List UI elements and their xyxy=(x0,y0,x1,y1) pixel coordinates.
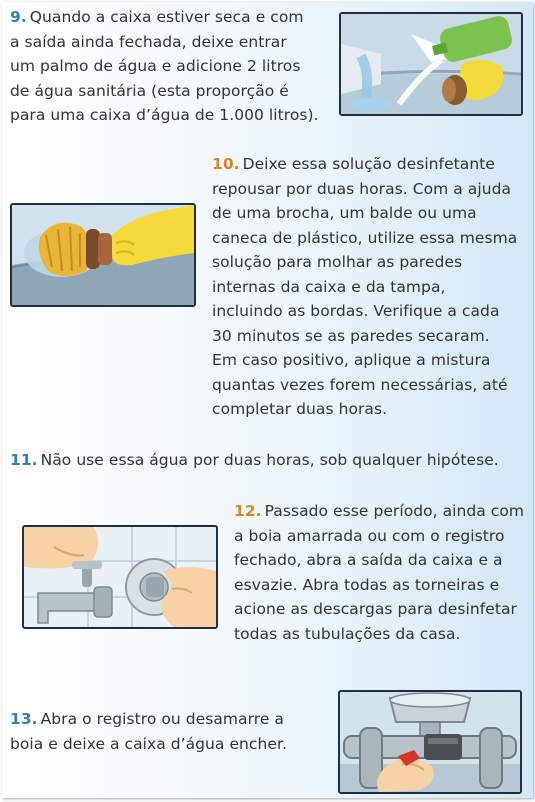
step-number: 12. xyxy=(234,502,262,520)
step-11 xyxy=(10,448,499,473)
step-number: 11. xyxy=(10,451,38,469)
instruction-page xyxy=(2,2,533,798)
step-line: acione as descargas para desinfetar xyxy=(234,600,517,618)
step-line: fechado, abra a saída da caixa e a xyxy=(234,551,503,569)
valve-hand-illustration xyxy=(338,690,522,794)
step-number: 10. xyxy=(212,155,240,173)
step-line: 10. Deixe essa solução desinfetante xyxy=(212,155,495,173)
step-line: completar duas horas. xyxy=(212,400,388,418)
step-line: para uma caixa d’água de 1.000 litros). xyxy=(10,106,319,124)
step-line: Em caso positivo, aplique a mistura xyxy=(212,351,491,369)
bleach-pour-illustration xyxy=(339,12,523,116)
step-line: 11. Não use essa água por duas horas, sob qualquer hipótese. xyxy=(10,451,499,469)
step-line: um palmo de água e adicione 2 litros xyxy=(10,57,301,75)
step-line: 9. Quando a caixa estiver seca e com xyxy=(10,8,304,26)
step-line: 12. Passado esse período, ainda com xyxy=(234,502,525,520)
step-line: 13. Abra o registro ou desamarre a xyxy=(10,710,284,728)
step-line: caneca de plástico, utilize essa mesma xyxy=(212,228,518,247)
step-line: incluindo as bordas. Verifique a cada xyxy=(212,302,500,320)
step-number: 9. xyxy=(10,8,27,26)
step-line: boia e deixe a caixa d’água encher. xyxy=(10,734,287,753)
step-13 xyxy=(10,707,287,756)
step-12 xyxy=(234,499,524,646)
step-line: a saída ainda fechada, deixe entrar xyxy=(10,32,287,51)
step-line: esvazie. Abra todas as torneiras e xyxy=(234,575,500,594)
brush-hand-illustration xyxy=(10,203,196,307)
step-line: quantas vezes forem necessárias, até xyxy=(212,375,508,394)
step-10 xyxy=(212,152,517,422)
step-9 xyxy=(10,5,319,128)
step-line: repousar por duas horas. Com a ajuda xyxy=(212,179,512,198)
step-number: 13. xyxy=(10,710,38,728)
faucet-hand-illustration xyxy=(22,525,218,629)
step-line: 30 minutos se as paredes secaram. xyxy=(212,326,490,345)
step-line: internas da caixa e da tampa, xyxy=(212,277,446,296)
step-line: de uma brocha, um balde ou uma xyxy=(212,204,477,222)
step-line: solução para molhar as paredes xyxy=(212,253,463,271)
step-line: a boia amarrada ou com o registro xyxy=(234,526,505,545)
step-line: de água sanitária (esta proporção é xyxy=(10,81,289,100)
step-line: todas as tubulações da casa. xyxy=(234,624,461,643)
